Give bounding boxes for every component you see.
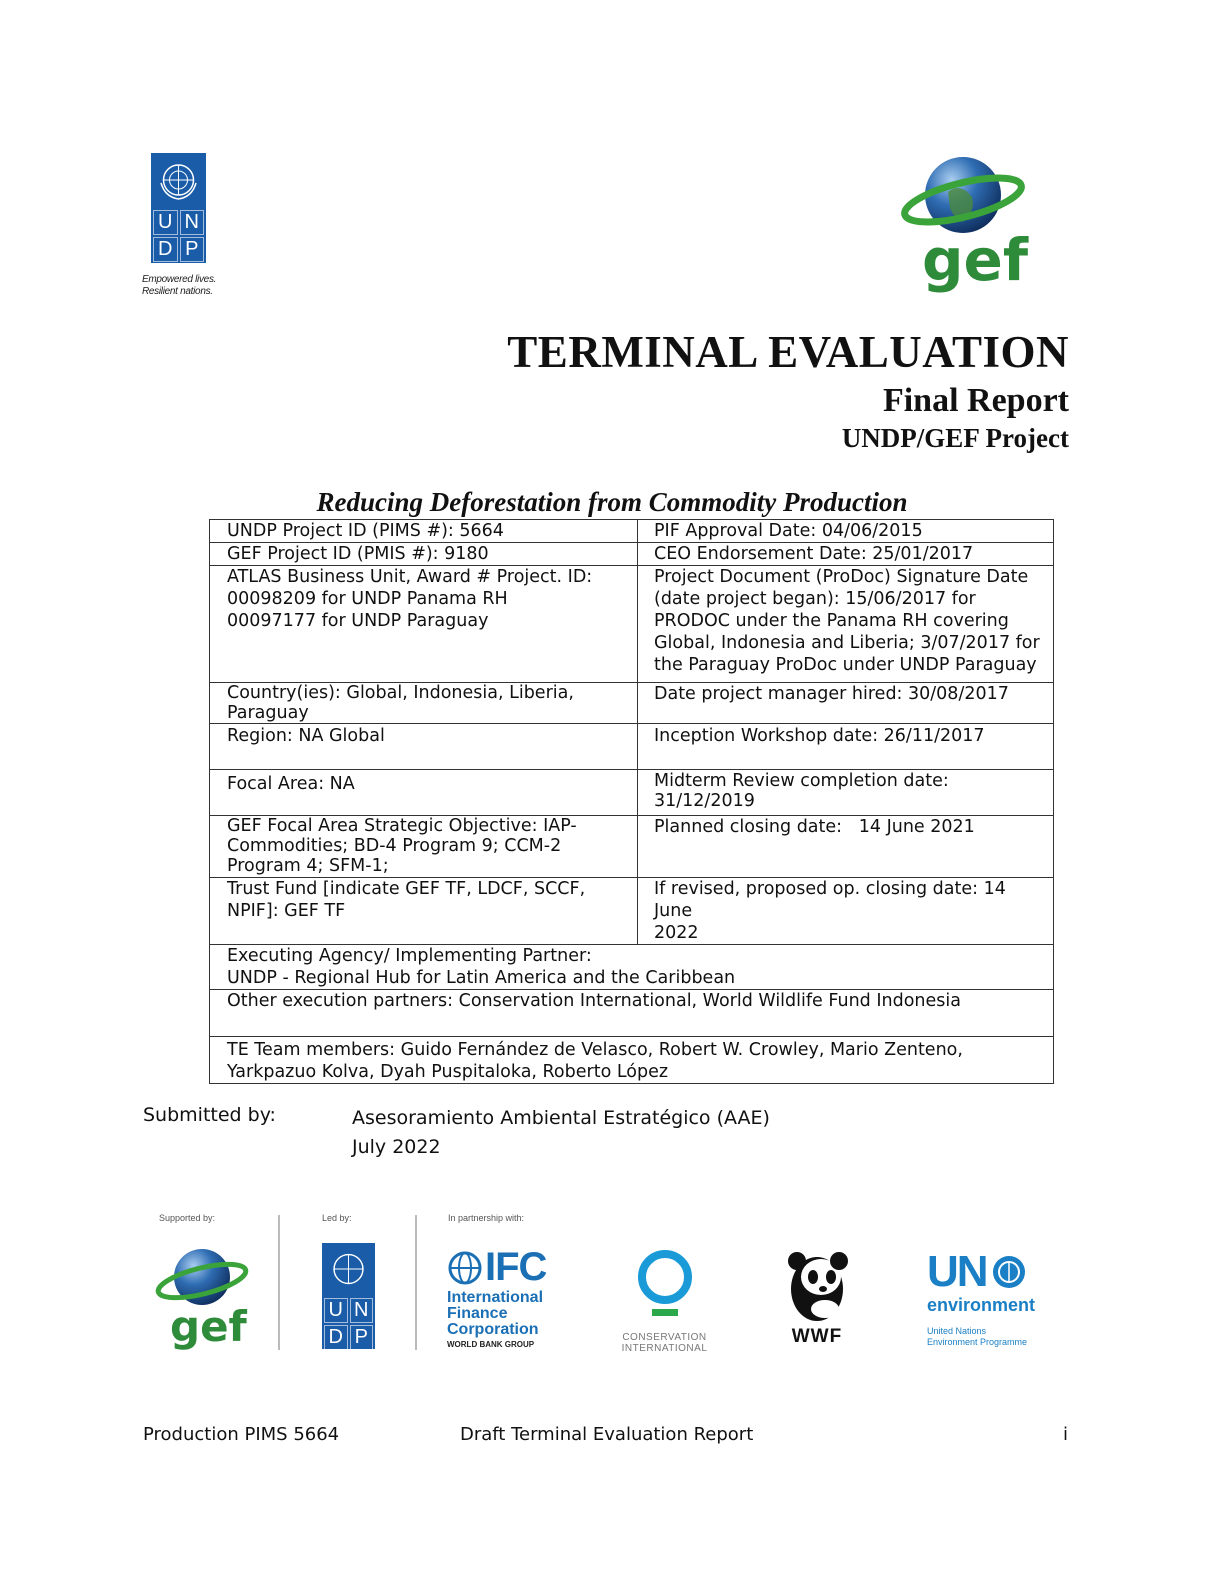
ifc-line: International (447, 1289, 544, 1306)
ifc-mark (447, 1245, 567, 1290)
un-environment-logo (927, 1247, 1057, 1348)
submitted-value (352, 1104, 770, 1162)
undp-letter-d: D (153, 237, 178, 262)
page-title: TERMINAL EVALUATION (507, 327, 1069, 377)
undp-tagline-line1: Empowered lives. (142, 274, 217, 285)
un-environment-mark (927, 1247, 1057, 1297)
undp-small-letter: U (324, 1298, 348, 1323)
undp-tagline (142, 274, 216, 298)
table-cell (210, 816, 638, 878)
cell-line: 00097177 for UNDP Paraguay (227, 611, 489, 631)
ci-name (612, 1332, 717, 1354)
un-emblem-blue-icon (989, 1252, 1029, 1292)
cell-line: TE Team members: Guido Fernández de Velasco, Robert W. Crowley, Mario Zenteno, (227, 1040, 963, 1060)
cell-line: Global, Indonesia and Liberia; 3/07/2017 for (654, 633, 1040, 653)
undp-logo (151, 153, 206, 263)
panda-icon (781, 1247, 853, 1327)
undp-small-logo (322, 1243, 375, 1349)
table-row (210, 724, 1054, 770)
undp-letter-u: U (153, 210, 178, 235)
table-row (210, 1037, 1054, 1084)
undp-letter-n: N (180, 210, 205, 235)
table-cell (210, 878, 638, 945)
table-cell: Date project manager hired: 30/08/2017 (638, 683, 1054, 724)
table-row (210, 878, 1054, 945)
table-cell (638, 770, 1054, 816)
cell-line: ATLAS Business Unit, Award # Project. ID: (227, 567, 593, 587)
table-cell: Planned closing date: 14 June 2021 (638, 816, 1054, 878)
divider (278, 1215, 280, 1350)
cell-line: UNDP - Regional Hub for Latin America and the Caribbean (227, 968, 736, 988)
cell-line: (date project began): 15/06/2017 for (654, 589, 976, 609)
undp-letters (151, 208, 206, 263)
undp-letter-p: P (180, 237, 205, 262)
divider (415, 1215, 417, 1350)
ci-line: INTERNATIONAL (621, 1343, 708, 1354)
cell-line: Country(ies): Global, Indonesia, Liberia, (227, 683, 574, 703)
table-row (210, 683, 1054, 724)
project-info-table (209, 519, 1054, 1084)
cell-line: Midterm Review completion date: (654, 771, 949, 791)
ci-logo (612, 1247, 717, 1354)
submitted-label: Submitted by: (143, 1104, 276, 1126)
table-row (210, 990, 1054, 1037)
cell-line: 2022 (654, 923, 699, 943)
table-cell (210, 945, 1054, 990)
table-row (210, 543, 1054, 566)
submitted-org: Asesoramiento Ambiental Estratégico (AAE) (352, 1107, 770, 1129)
undp-small-letter: D (324, 1325, 348, 1350)
cell-line: the Paraguay ProDoc under UNDP Paraguay (654, 655, 1037, 675)
wwf-text: WWF (791, 1326, 843, 1347)
table-cell: GEF Project ID (PMIS #): 9180 (210, 543, 638, 566)
table-cell (638, 566, 1054, 683)
cell-line: Yarkpazuo Kolva, Dyah Puspitaloka, Roberto López (227, 1062, 669, 1082)
table-cell (210, 683, 638, 724)
table-cell: PIF Approval Date: 04/06/2015 (638, 520, 1054, 543)
table-cell (210, 1037, 1054, 1084)
cell-line: GEF Focal Area Strategic Objective: IAP- (227, 816, 577, 836)
table-row (210, 945, 1054, 990)
ifc-line: Finance (447, 1305, 508, 1322)
un-text: UN (927, 1247, 987, 1296)
undp-small-letters (322, 1296, 375, 1349)
ifc-logo (447, 1245, 567, 1349)
un-environment-programme (927, 1326, 1057, 1348)
page-subtitle-project: UNDP/GEF Project (841, 423, 1069, 453)
cell-line: If revised, proposed op. closing date: 14 June (654, 879, 1006, 921)
table-cell (638, 878, 1054, 945)
ifc-name (447, 1290, 567, 1338)
gef-small-text: gef (170, 1302, 247, 1351)
ci-ring-icon (635, 1247, 695, 1319)
table-cell (210, 566, 638, 683)
table-cell: UNDP Project ID (PIMS #): 5664 (210, 520, 638, 543)
un-line: United Nations (927, 1326, 987, 1336)
cell-line: Program 4; SFM-1; (227, 856, 389, 876)
ifc-line: Corporation (447, 1321, 539, 1338)
table-cell: Inception Workshop date: 26/11/2017 (638, 724, 1054, 770)
ci-line: CONSERVATION (622, 1332, 707, 1343)
ifc-globe-icon (447, 1250, 483, 1286)
un-emblem-icon (151, 153, 206, 208)
undp-tagline-line2: Resilient nations. (142, 286, 213, 297)
supported-by-label: Supported by: (159, 1213, 216, 1223)
project-title: Reducing Deforestation from Commodity Production (316, 487, 908, 517)
cell-line: Paraguay (227, 703, 309, 723)
footer-center: Draft Terminal Evaluation Report (460, 1424, 754, 1445)
table-row (210, 566, 1054, 683)
table-row (210, 816, 1054, 878)
cell-line: Trust Fund [indicate GEF TF, LDCF, SCCF, (227, 879, 586, 899)
undp-small-letter: N (350, 1298, 374, 1323)
table-row (210, 520, 1054, 543)
led-by-label: Led by: (322, 1213, 352, 1223)
cell-line: PRODOC under the Panama RH covering (654, 611, 1009, 631)
ifc-world-bank-text: WORLD BANK GROUP (447, 1340, 535, 1349)
table-cell: Region: NA Global (210, 724, 638, 770)
gef-globe-icon (900, 152, 1030, 297)
submitted-date: July 2022 (352, 1136, 441, 1158)
cell-line: 31/12/2019 (654, 791, 755, 811)
table-cell: Other execution partners: Conservation International, World Wildlife Fund Indonesia (210, 990, 1054, 1037)
cell-line: 00098209 for UNDP Panama RH (227, 589, 508, 609)
gef-logo-text: gef (922, 226, 1029, 294)
in-partnership-label: In partnership with: (448, 1213, 525, 1223)
un-line: Environment Programme (927, 1337, 1028, 1347)
table-cell: CEO Endorsement Date: 25/01/2017 (638, 543, 1054, 566)
footer-left: Production PIMS 5664 (143, 1424, 340, 1445)
page-subtitle: Final Report (882, 382, 1069, 419)
cell-line: Executing Agency/ Implementing Partner: (227, 946, 592, 966)
gef-small-logo-icon (154, 1243, 254, 1353)
cell-line: Commodities; BD-4 Program 9; CCM-2 (227, 836, 562, 856)
table-row (210, 770, 1054, 816)
un-emblem-small-icon (322, 1243, 375, 1296)
wwf-logo (777, 1247, 857, 1348)
ifc-text: IFC (485, 1245, 547, 1289)
footer-page-number: i (1063, 1424, 1069, 1445)
cell-line: Project Document (ProDoc) Signature Date (654, 567, 1029, 587)
un-environment-text: environment (927, 1295, 1036, 1315)
table-cell: Focal Area: NA (210, 770, 638, 816)
undp-small-letter: P (350, 1325, 374, 1350)
gef-logo (900, 152, 1030, 297)
partners-strip (142, 1203, 1070, 1368)
cell-line: NPIF]: GEF TF (227, 901, 346, 921)
